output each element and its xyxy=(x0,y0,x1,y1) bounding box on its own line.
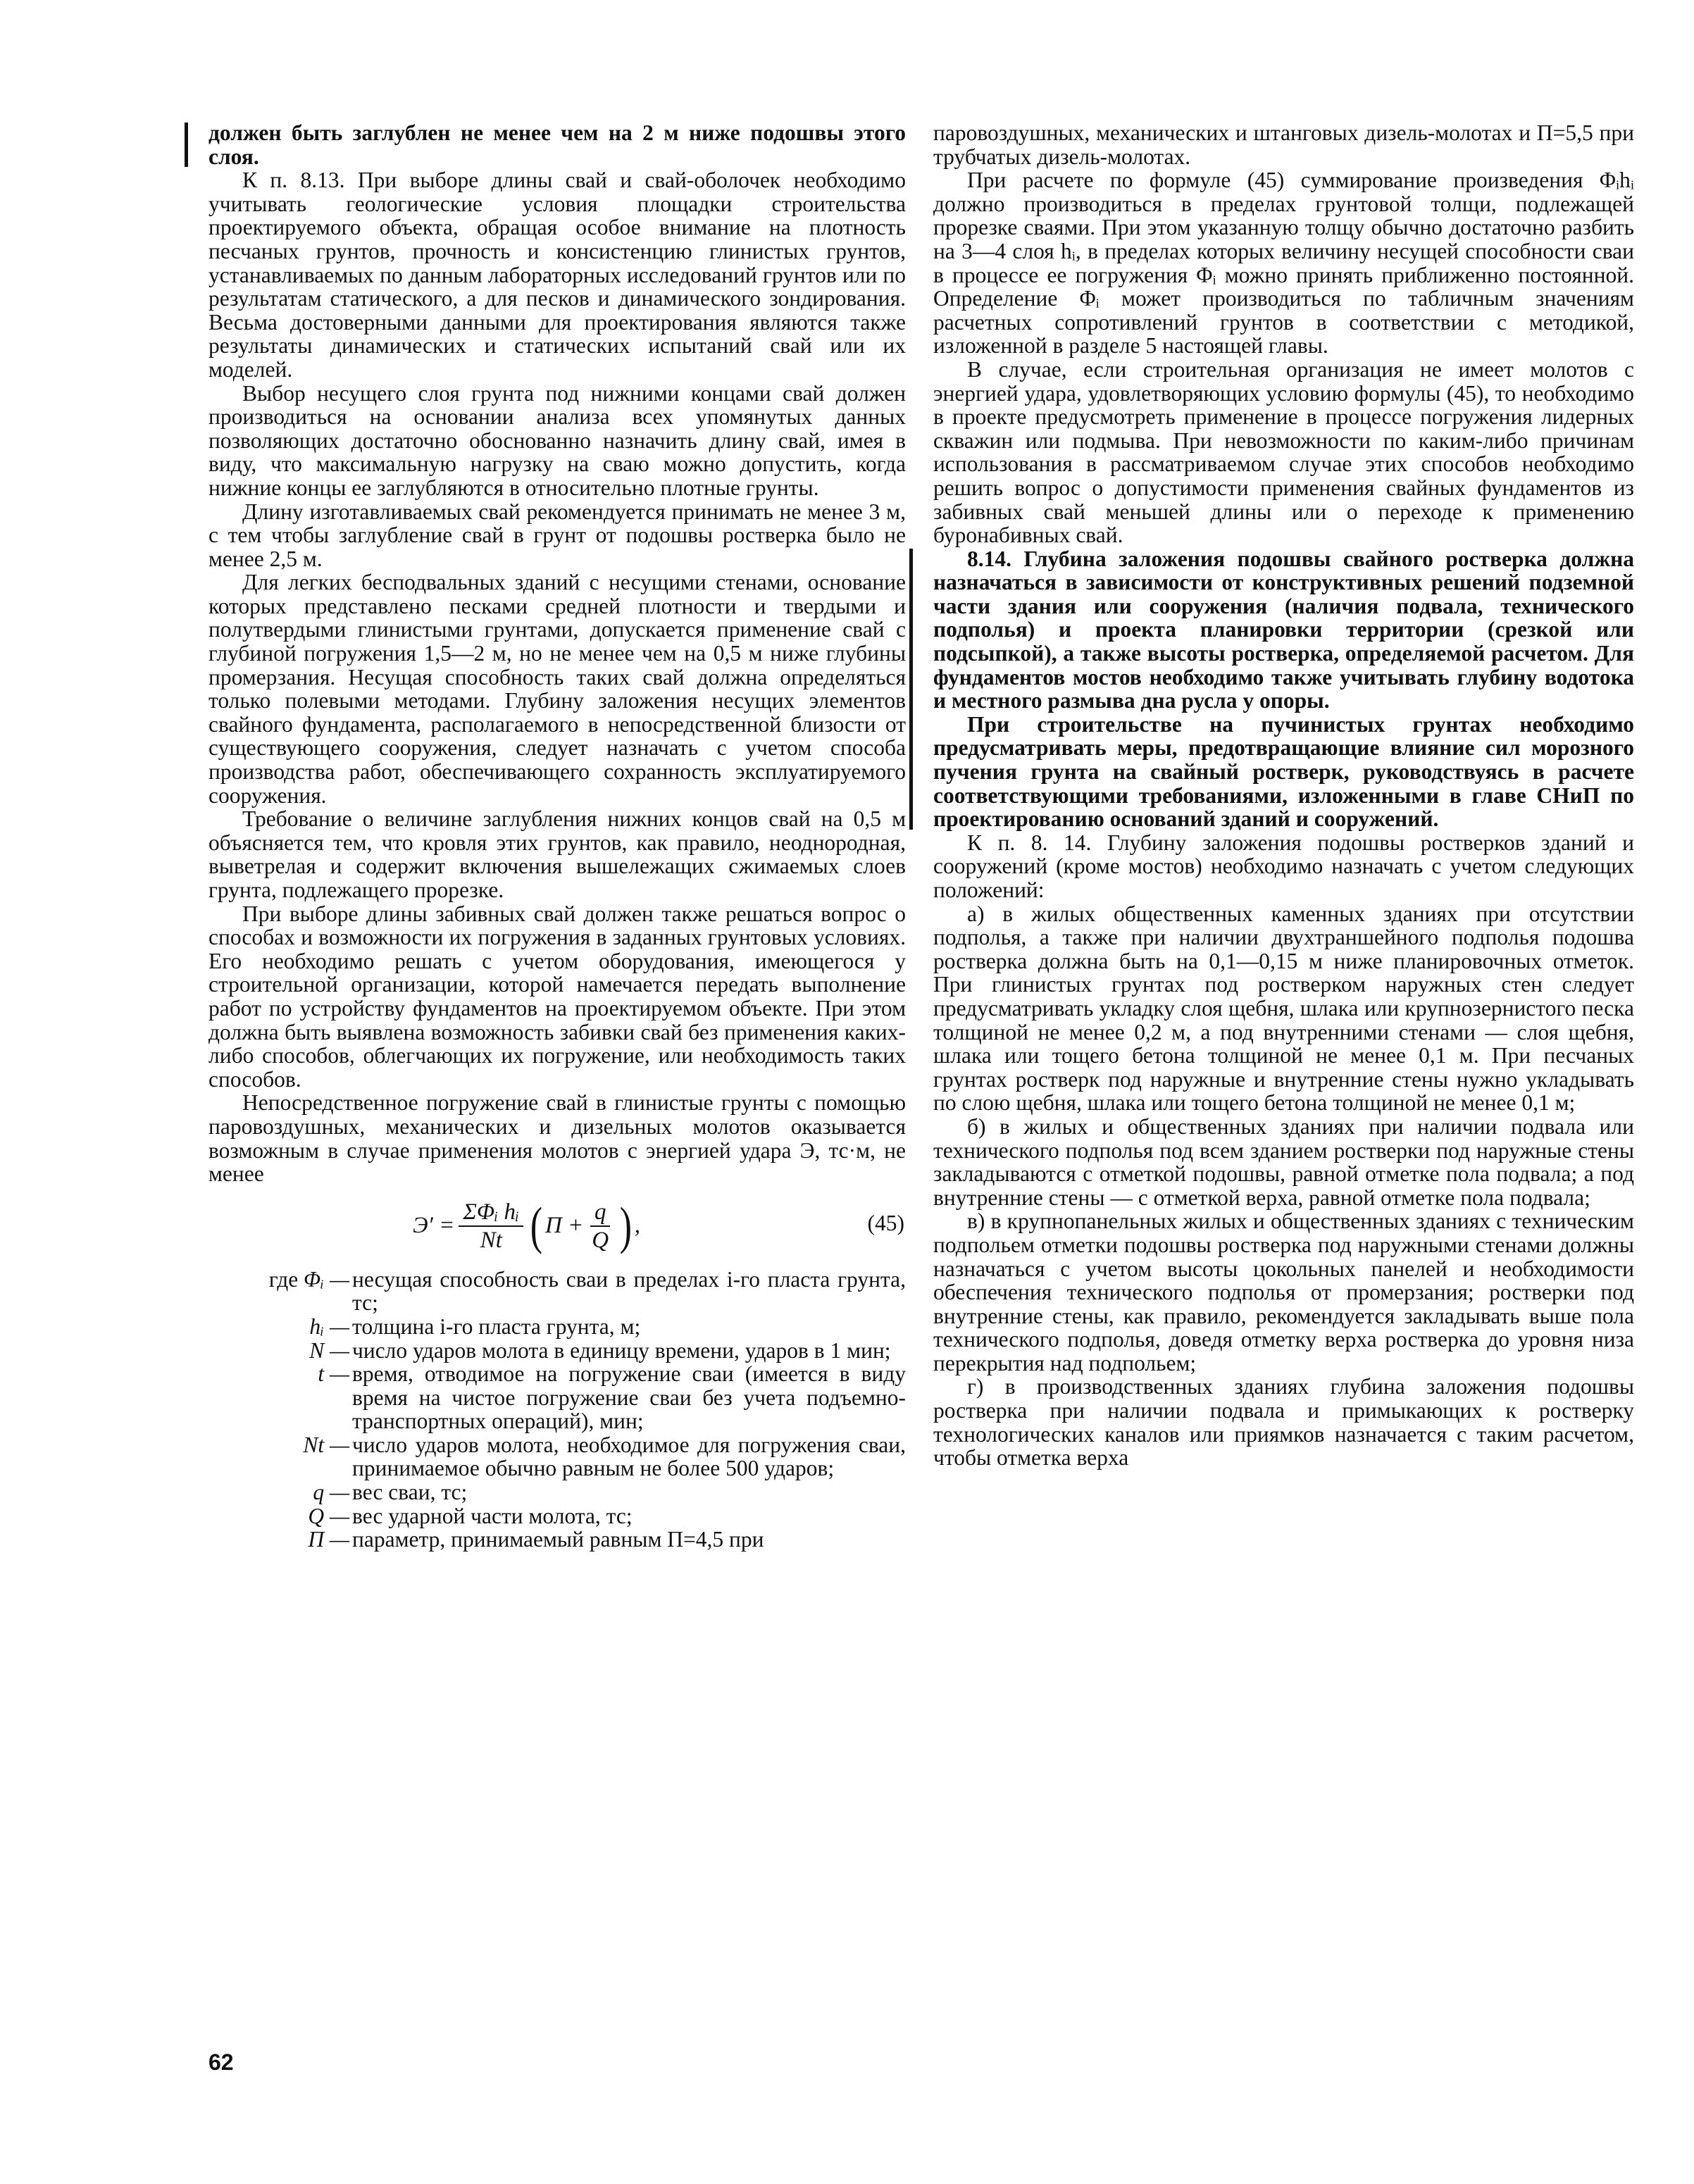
formula-tail: , xyxy=(634,1212,641,1238)
definitions-intro: где xyxy=(268,1266,299,1292)
definition-item xyxy=(208,1528,906,1552)
formula-inner-left: П + xyxy=(544,1212,584,1238)
paragraph: В случае, если строительная организация не имеет молотов с энергией удара, удовлетворяющих условию формулы (45), то необходимо в проекте предусмотреть применение в процессе погружения лидерных скважин или подмыва. При невозможности по каким-либо причинам использования в рассматриваемом случае этих способов необходимо решить вопрос о допустимости применения свайных фундаментов из забивных свай меньшей длины или о переходе к применению буронабивных свай. xyxy=(933,356,1634,548)
formula-main-fraction xyxy=(459,1199,523,1254)
formula-lhs: Э′ = xyxy=(413,1212,455,1238)
definition-text: число ударов молота, необходимое для погружения сваи, принимаемое обычно равным не более 500 ударов; xyxy=(352,1432,906,1481)
definition-symbol xyxy=(208,1362,352,1433)
definition-item xyxy=(208,1433,906,1480)
formula-definitions xyxy=(208,1268,906,1552)
formula-denominator: Nt xyxy=(480,1227,502,1253)
definition-text: вес сваи, тс; xyxy=(352,1480,468,1505)
symbol-n: N — xyxy=(309,1337,349,1363)
definition-symbol xyxy=(208,1480,352,1504)
formula-numerator: ΣΦᵢ hᵢ xyxy=(459,1199,523,1227)
paragraph: Для легких бесподвальных зданий с несущими стенами, основание которых представлено песками средней плотности и твердыми и полутвердыми глинистыми грунтами, допускается применение свай с глубиной погружения 1,5—2 м, но не менее чем на 0,5 м ниже глубины промерзания. Несущая способность таких свай должна определяться только полевыми методами. Глубину заложения несущих элементов свайного фундамента, располагаемого в непосредственной близости от существующего сооружения, следует назначать с учетом способа производства работ, обеспечивающего сохранность эксплуатируемого сооружения. xyxy=(208,570,906,808)
paragraph: К п. 8. 14. Глубину заложения подошвы ростверков зданий и сооружений (кроме мостов) необходимо назначать с учетом следующих положений: xyxy=(933,830,1634,902)
definition-symbol xyxy=(208,1268,352,1315)
normative-clause-8-14 xyxy=(933,547,1634,831)
definition-text: число ударов молота в единицу времени, ударов в 1 мин; xyxy=(352,1337,891,1363)
paragraph: При расчете по формуле (45) суммирование произведения Φᵢhᵢ должно производиться в пределах грунтовой толщи, подлежащей прорезке сваями. При этом указанную толщу обычно достаточно разбить на 3—4 слоя hᵢ, в пределах которых величину несущей способности сваи в процессе ее погружения Φᵢ можно принять приближенно постоянной. Определение Φᵢ может производиться по табличным значениям расчетных сопротивлений грунтов в соответствии с методикой, изложенной в разделе 5 настоящей главы. xyxy=(933,168,1634,358)
definition-text: толщина i-го пласта грунта, м; xyxy=(352,1313,641,1339)
paragraph: Требование о величине заглубления нижних концов свай на 0,5 м объясняется тем, что кровля этих грунтов, как правило, неоднородная, выветрелая и содержит включения вышележащих сжимаемых слоев грунта, подлежащего прорезке. xyxy=(208,806,906,902)
symbol-t: t — xyxy=(318,1361,349,1387)
definition-text: вес ударной части молота, тс; xyxy=(352,1503,633,1528)
definition-symbol xyxy=(208,1528,352,1552)
definition-item xyxy=(208,1268,906,1315)
definition-symbol xyxy=(208,1339,352,1363)
page-number: 62 xyxy=(208,2049,234,2075)
formula-q-denominator: Q xyxy=(592,1227,609,1253)
list-item: б) в жилых и общественных зданиях при наличии подвала или технического подполья под всем зданием ростверки под наружные стены закладываются с отметкой подошвы, равной отметке пола подвала; а под внутренние стены — с отметкой верха, равной отметке пола подвала; xyxy=(933,1113,1634,1210)
definition-text: параметр, принимаемый равным П=4,5 при xyxy=(352,1527,764,1552)
normative-paragraph: При строительстве на пучинистых грунтах необходимо предусматривать меры, предотвращающие влияние сил морозного пучения грунта на свайный ростверк, руководствуясь в расчете соответствующими требованиями, изложенными в главе СНиП по проектированию оснований зданий и сооружений. xyxy=(933,711,1634,832)
paragraph: Длину изготавливаемых свай рекомендуется принимать не менее 3 м, с тем чтобы заглубление свай в грунт от подошвы ростверка было не менее 2,5 м. xyxy=(208,499,906,571)
normative-paragraph: 8.14. Глубина заложения подошвы свайного ростверка должна назначаться в зависимости от конструктивных решений подземной части здания или сооружения (наличия подвала, технического подполья) и проекта планировки территории (срезкой или подсыпкой), а также высоты ростверка, определяемой расчетом. Для фундаментов мостов необходимо также учитывать глубину водотока и местного размыва дна русла у опоры. xyxy=(933,546,1634,713)
definition-item xyxy=(208,1480,906,1504)
paragraph: паровоздушных, механических и штанговых дизель-молотах и П=5,5 при трубчатых дизель-молотах. xyxy=(933,120,1634,169)
formula-q-fraction xyxy=(587,1199,613,1254)
symbol-h: hᵢ — xyxy=(309,1313,349,1339)
list-item: г) в производственных зданиях глубина заложения подошвы ростверка при наличии подвала и примыкающих к ростверку технологических каналов или приямков назначается с таким расчетом, чтобы отметка верха xyxy=(933,1374,1634,1471)
symbol-p: П — xyxy=(308,1527,349,1552)
continued-requirement xyxy=(208,121,906,168)
paragraph: должен быть заглублен не менее чем на 2 м ниже подошвы этого слоя. xyxy=(208,120,906,169)
formula-expression xyxy=(413,1199,640,1254)
definition-text: несущая способность сваи в пределах i-го пласта грунта, тс; xyxy=(352,1266,906,1316)
definition-text: время, отводимое на погружение сваи (имеется в виду время на чистое погружение сваи без учета подъемно-транспортных операций), мин; xyxy=(352,1361,906,1434)
symbol-big-q: Q — xyxy=(308,1503,349,1528)
paragraph: При выборе длины забивных свай должен также решаться вопрос о способах и возможности их погружения в заданных грунтовых условиях. Его необходимо решать с учетом оборудования, имеющегося у строительной организации, которой намечается передать выполнение работ по устройству фундаментов на проектируемом объекте. При этом должна быть выявлена возможность забивки свай без применения каких-либо способов, облегчающих их погружение, или необходимость таких способов. xyxy=(208,901,906,1092)
left-column xyxy=(208,121,906,1552)
symbol-q: q — xyxy=(313,1480,349,1505)
list-item: в) в крупнопанельных жилых и общественных зданиях с техническим подпольем отметки подошвы ростверка под наружными стенами должны назначаться с учетом высоты цокольных панелей и необходимости обеспечения технического подполья от промерзания; ростверки под внутренние стены, как правило, рекомендуется закладывать выше пола технического подполья, доведя отметку верха ростверка до уровня низа перекрытия над подпольем; xyxy=(933,1209,1634,1375)
paragraph: К п. 8.13. При выборе длины свай и свай-оболочек необходимо учитывать геологические условия площадки строительства проектируемого объекта, обращая особое внимание на плотность песчаных грунтов, прочность и консистенцию глинистых грунтов, устанавливаемых по данным лабораторных исследований грунтов или по результатам статического, а для песков и динамического зондирования. Весьма достоверными данными для проектирования являются также результаты динамических и статических испытаний свай или их моделей. xyxy=(208,168,906,382)
formula-left-paren: ( xyxy=(530,1197,543,1255)
definition-item xyxy=(208,1339,906,1363)
formula-q-numerator: q xyxy=(590,1199,611,1227)
formula-45 xyxy=(208,1192,906,1263)
definition-item xyxy=(208,1504,906,1528)
paragraph: Выбор несущего слоя грунта под нижними концами свай должен производиться на основании анализа всех упомянутых данных позволяющих достаточно обоснованно назначить длину свай, имея в виду, что максимальную нагрузку на сваю можно допустить, когда нижние концы ее заглубляются в относительно плотные грунты. xyxy=(208,380,906,500)
definition-item xyxy=(208,1315,906,1339)
symbol-nt: Nt — xyxy=(303,1432,349,1457)
definition-item xyxy=(208,1362,906,1433)
symbol-phi: Φᵢ — xyxy=(304,1266,349,1292)
paragraph: Непосредственное погружение свай в глинистые грунты с помощью паровоздушных, механических и дизельных молотов оказывается возможным в случае применения молотов с энергией удара Э, тс·м, не менее xyxy=(208,1090,906,1187)
list-item: а) в жилых общественных каменных зданиях при отсутствии подполья, а также при наличии двухтраншейного подполья подошва ростверка должна быть на 0,1—0,15 м ниже планировочных отметок. При глинистых грунтах под ростверком наружных стен следует предусматривать укладку слоя щебня, шлака или крупнозернистого песка толщиной не менее 0,2 м, а под внутренними стенами — слоя щебня, шлака или тощего бетона толщиной не менее 0,1 м. При песчаных грунтах ростверк под наружные и внутренние стены нужно укладывать по слою щебня, шлака или тощего бетона толщиной не менее 0,1 м; xyxy=(933,901,1634,1116)
right-column xyxy=(933,121,1634,1470)
formula-right-paren: ) xyxy=(619,1197,633,1255)
definition-symbol xyxy=(208,1504,352,1528)
definition-symbol xyxy=(208,1433,352,1480)
definition-symbol xyxy=(208,1315,352,1339)
formula-number: (45) xyxy=(867,1210,904,1235)
